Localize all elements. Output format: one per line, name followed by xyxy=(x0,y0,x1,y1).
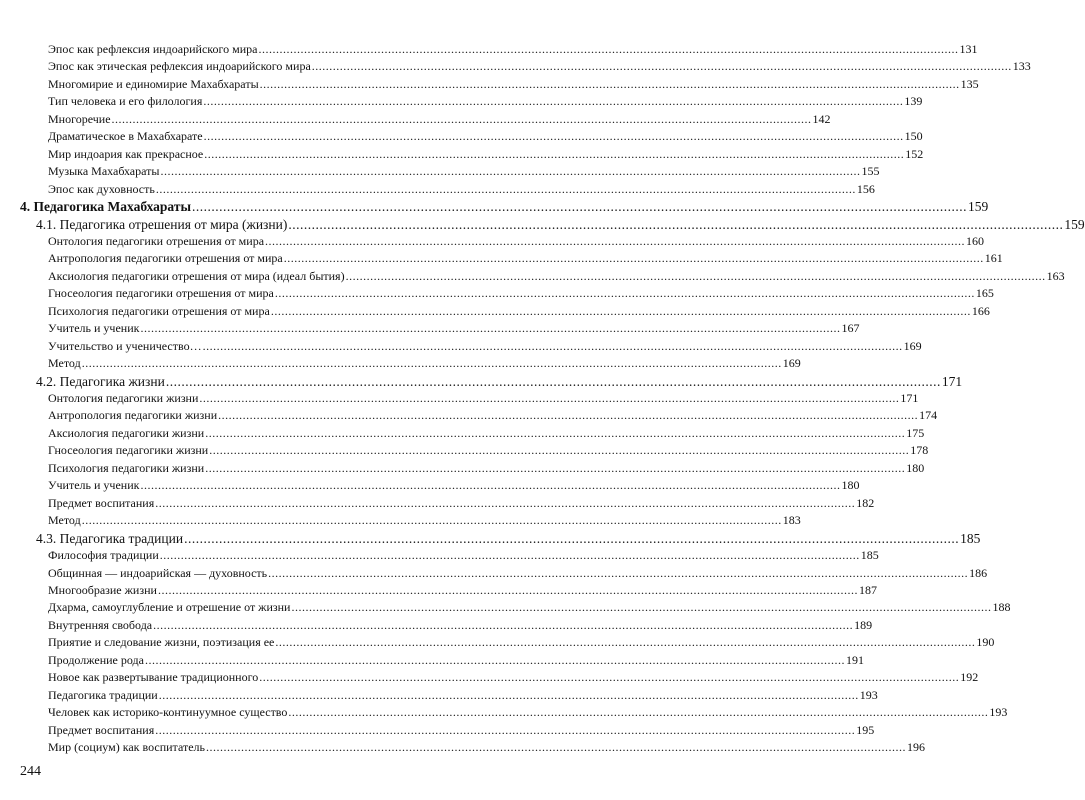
toc-subsection-entry xyxy=(48,513,801,528)
toc-subsection-entry xyxy=(48,495,875,511)
toc-entry-page: 187 xyxy=(858,582,877,597)
toc-subsection-entry xyxy=(48,356,801,371)
toc-entry-title: Гносеология педагогики отрешения от мира xyxy=(48,286,274,301)
toc-entry-title: Предмет воспитания xyxy=(48,722,155,737)
toc-subsection-entry xyxy=(48,129,923,144)
toc-leader-dots: ........................................................................................................................................................................................................ xyxy=(140,321,841,336)
toc-entry-title: Учительство и ученичество… xyxy=(48,338,202,353)
toc-leader-dots: ........................................................................................................................................................................................................ xyxy=(165,373,941,389)
toc-entry-title: 4.1. Педагогика отрешения от мира (жизни) xyxy=(36,216,288,232)
toc-leader-dots: ........................................................................................................................................................................................................ xyxy=(270,303,971,318)
toc-leader-dots: ........................................................................................................................................................................................................ xyxy=(153,617,854,632)
toc-entry-title: Антропология педагогики отрешения от мира xyxy=(48,251,283,266)
toc-subsection-entry xyxy=(48,670,979,685)
toc-entry-title: Мир (социум) как воспитатель xyxy=(48,740,205,754)
toc-entry-page: 159 xyxy=(968,199,989,215)
toc-entry-page: 159 xyxy=(1064,216,1085,232)
toc-entry-page: 182 xyxy=(856,495,875,510)
toc-leader-dots: ........................................................................................................................................................................................................ xyxy=(160,164,861,179)
toc-subsection-entry xyxy=(48,705,1008,720)
toc-entry-title: Дхарма, самоуглубление и отрешение от жизни xyxy=(48,600,291,615)
toc-leader-dots: ........................................................................................................................................................................................................ xyxy=(259,670,960,685)
toc-leader-dots: ........................................................................................................................................................................................................ xyxy=(265,233,966,248)
toc-leader-dots: ........................................................................................................................................................................................................ xyxy=(81,356,782,371)
toc-subsection-entry xyxy=(48,268,1065,284)
toc-entry-page: 192 xyxy=(960,670,979,685)
toc-leader-dots: ........................................................................................................................................................................................................ xyxy=(288,216,1064,232)
toc-entry-page: 152 xyxy=(905,146,924,161)
toc-entry-title: 4. Педагогика Махабхараты xyxy=(20,199,191,215)
toc-leader-dots: ........................................................................................................................................................................................................ xyxy=(205,740,906,754)
toc-entry-title: Внутренняя свобода xyxy=(48,617,153,632)
toc-leader-dots: ........................................................................................................................................................................................................ xyxy=(155,722,856,737)
toc-entry-title: Аксиология педагогики жизни xyxy=(48,425,205,440)
toc-entry-page: 180 xyxy=(841,478,860,493)
toc-leader-dots: ........................................................................................................................................................................................................ xyxy=(158,687,859,702)
toc-leader-dots: ........................................................................................................................................................................................................ xyxy=(291,600,992,615)
toc-entry-page: 183 xyxy=(782,513,801,528)
toc-leader-dots: ........................................................................................................................................................................................................ xyxy=(159,548,860,563)
toc-leader-dots: ........................................................................................................................................................................................................ xyxy=(203,94,904,109)
toc-chapter-entry xyxy=(20,199,989,215)
toc-subsection-entry xyxy=(48,146,924,162)
toc-entry-page: 169 xyxy=(782,356,801,371)
toc-leader-dots: ........................................................................................................................................................................................................ xyxy=(268,565,969,580)
toc-entry-page: 160 xyxy=(966,233,985,248)
toc-entry-page: 174 xyxy=(919,408,938,423)
toc-entry-title: Предмет воспитания xyxy=(48,495,155,510)
toc-entry-page: 188 xyxy=(992,600,1011,615)
toc-leader-dots: ........................................................................................................................................................................................................ xyxy=(81,513,782,528)
toc-subsection-entry xyxy=(48,94,923,109)
toc-entry-page: 163 xyxy=(1046,268,1065,283)
toc-entry-page: 165 xyxy=(975,286,994,301)
toc-leader-dots: ........................................................................................................................................................................................................ xyxy=(203,129,904,144)
toc-subsection-entry xyxy=(48,286,994,301)
toc-subsection-entry xyxy=(48,635,995,650)
page-number: 244 xyxy=(20,764,41,779)
toc-entry-page: 133 xyxy=(1012,59,1031,74)
toc-subsection-entry xyxy=(48,303,990,319)
toc-subsection-entry xyxy=(48,59,1031,74)
toc-entry-title: Общинная — индоарийская — духовность xyxy=(48,565,268,580)
toc-entry-page: 178 xyxy=(910,443,929,458)
toc-entry-title: Учитель и ученик xyxy=(48,321,140,336)
toc-entry-title: Аксиология педагогики отрешения от мира (идеал бытия) xyxy=(48,268,345,283)
toc-entry-title: Психология педагогики жизни xyxy=(48,460,205,475)
toc-subsection-entry xyxy=(48,652,864,668)
toc-entry-title: Мир индоария как прекрасное xyxy=(48,146,204,161)
toc-entry-title: Эпос как рефлексия индоарийского мира xyxy=(48,42,258,56)
toc-leader-dots: ........................................................................................................................................................................................................ xyxy=(204,146,905,161)
toc-leader-dots: ........................................................................................................................................................................................................ xyxy=(288,705,989,720)
toc-entry-title: 4.3. Педагогика традиции xyxy=(36,530,184,546)
toc-section-entry xyxy=(36,530,981,547)
toc-entry-title: Музыка Махабхараты xyxy=(48,164,160,179)
toc-entry-page: 156 xyxy=(856,181,875,196)
toc-entry-page: 193 xyxy=(989,705,1008,720)
toc-subsection-entry xyxy=(48,460,925,476)
toc-leader-dots: ........................................................................................................................................................................................................ xyxy=(202,338,903,353)
toc-entry-page: 180 xyxy=(906,460,925,475)
toc-leader-dots: ........................................................................................................................................................................................................ xyxy=(275,635,976,650)
toc-entry-page: 171 xyxy=(900,391,919,405)
toc-entry-page: 139 xyxy=(904,94,923,109)
toc-entry-page: 193 xyxy=(859,687,878,702)
toc-leader-dots: ........................................................................................................................................................................................................ xyxy=(274,286,975,301)
toc-subsection-entry xyxy=(48,181,875,197)
toc-subsection-entry xyxy=(48,408,938,423)
toc-entry-title: Продолжение рода xyxy=(48,652,144,667)
toc-entry-title: Онтология педагогики жизни xyxy=(48,391,199,405)
toc-entry-page: 186 xyxy=(969,565,988,580)
toc-leader-dots: ........................................................................................................................................................................................................ xyxy=(345,268,1046,283)
toc-subsection-entry xyxy=(48,687,878,703)
toc-entry-title: Метод xyxy=(48,356,81,371)
toc-leader-dots: ........................................................................................................................................................................................................ xyxy=(155,495,856,510)
toc-subsection-entry xyxy=(48,548,879,563)
toc-subsection-entry xyxy=(48,76,979,92)
toc-subsection-entry xyxy=(48,338,922,354)
toc-entry-page: 161 xyxy=(984,251,1003,266)
toc-entry-title: 4.2. Педагогика жизни xyxy=(36,373,165,389)
toc-subsection-entry xyxy=(48,617,873,633)
toc-entry-page: 190 xyxy=(976,635,995,650)
toc-entry-page: 142 xyxy=(812,111,831,126)
toc-entry-page: 166 xyxy=(971,303,990,318)
toc-entry-title: Эпос как духовность xyxy=(48,181,155,196)
toc-entry-page: 185 xyxy=(860,548,879,563)
toc-leader-dots: ........................................................................................................................................................................................................ xyxy=(283,251,984,266)
toc-entry-page: 171 xyxy=(941,373,963,389)
toc-entry-title: Гносеология педагогики жизни xyxy=(48,443,209,458)
toc-entry-title: Многообразие жизни xyxy=(48,582,157,597)
toc-entry-title: Педагогика традиции xyxy=(48,687,158,702)
toc-entry-title: Приятие и следование жизни, поэтизация ее xyxy=(48,635,275,650)
toc-subsection-entry xyxy=(48,321,860,336)
toc-entry-title: Психология педагогики отрешения от мира xyxy=(48,303,270,318)
toc-entry-title: Человек как историко-континуумное существо xyxy=(48,705,288,720)
toc-leader-dots: ........................................................................................................................................................................................................ xyxy=(199,391,900,405)
toc-subsection-entry xyxy=(48,233,985,249)
toc-leader-dots: ........................................................................................................................................................................................................ xyxy=(259,76,960,91)
toc-entry-page: 131 xyxy=(959,42,978,56)
toc-entry-title: Многомирие и единомирие Махабхараты xyxy=(48,76,259,91)
toc-entry-title: Учитель и ученик xyxy=(48,478,140,493)
toc-leader-dots: ........................................................................................................................................................................................................ xyxy=(209,443,910,458)
toc-entry-page: 191 xyxy=(845,652,864,667)
toc-entry-title: Тип человека и его филология xyxy=(48,94,203,109)
toc-subsection-entry xyxy=(48,600,1011,615)
toc-entry-page: 167 xyxy=(841,321,860,336)
toc-entry-page: 185 xyxy=(960,530,981,546)
toc-entry-page: 155 xyxy=(861,164,880,179)
toc-subsection-entry xyxy=(48,391,919,406)
toc-entry-title: Новое как развертывание традиционного xyxy=(48,670,259,685)
toc-entry-title: Антропология педагогики жизни xyxy=(48,408,218,423)
toc-leader-dots: ........................................................................................................................................................................................................ xyxy=(144,652,845,667)
toc-leader-dots: ........................................................................................................................................................................................................ xyxy=(218,408,919,423)
toc-subsection-entry xyxy=(48,582,877,598)
toc-leader-dots: ........................................................................................................................................................................................................ xyxy=(111,111,812,126)
toc-entry-title: Эпос как этическая рефлексия индоарийского мира xyxy=(48,59,311,74)
toc-entry-page: 150 xyxy=(904,129,923,144)
toc-leader-dots: ........................................................................................................................................................................................................ xyxy=(311,59,1012,74)
toc-subsection-entry xyxy=(48,565,988,581)
toc-entry-page: 169 xyxy=(903,338,922,353)
toc-section-entry xyxy=(36,373,963,390)
toc-section-entry xyxy=(36,216,1085,233)
toc-subsection-entry xyxy=(48,42,978,57)
toc-leader-dots: ........................................................................................................................................................................................................ xyxy=(155,181,856,196)
toc-entry-title: Метод xyxy=(48,513,81,528)
toc-entry-title: Философия традиции xyxy=(48,548,159,563)
toc-entry-page: 195 xyxy=(856,722,875,737)
toc-subsection-entry xyxy=(48,722,875,738)
toc-subsection-entry xyxy=(48,443,929,458)
toc-entry-title: Многоречие xyxy=(48,111,111,126)
toc-subsection-entry xyxy=(48,164,880,179)
toc-leader-dots: ........................................................................................................................................................................................................ xyxy=(140,478,841,493)
toc-subsection-entry xyxy=(48,425,925,441)
toc-leader-dots: ........................................................................................................................................................................................................ xyxy=(157,582,858,597)
toc-entry-title: Драматическое в Махабхарате xyxy=(48,129,203,144)
toc-subsection-entry xyxy=(48,740,925,755)
toc-entry-page: 196 xyxy=(906,740,925,754)
toc-subsection-entry xyxy=(48,111,831,127)
toc-entry-page: 135 xyxy=(960,76,979,91)
toc-leader-dots: ........................................................................................................................................................................................................ xyxy=(192,199,967,215)
toc-leader-dots: ........................................................................................................................................................................................................ xyxy=(258,42,959,56)
toc-leader-dots: ........................................................................................................................................................................................................ xyxy=(184,530,960,546)
toc-leader-dots: ........................................................................................................................................................................................................ xyxy=(205,425,906,440)
toc-entry-page: 175 xyxy=(906,425,925,440)
toc-leader-dots: ........................................................................................................................................................................................................ xyxy=(205,460,906,475)
toc-subsection-entry xyxy=(48,251,1003,266)
toc-subsection-entry xyxy=(48,478,860,493)
toc-entry-title: Онтология педагогики отрешения от мира xyxy=(48,233,265,248)
toc-entry-page: 189 xyxy=(854,617,873,632)
